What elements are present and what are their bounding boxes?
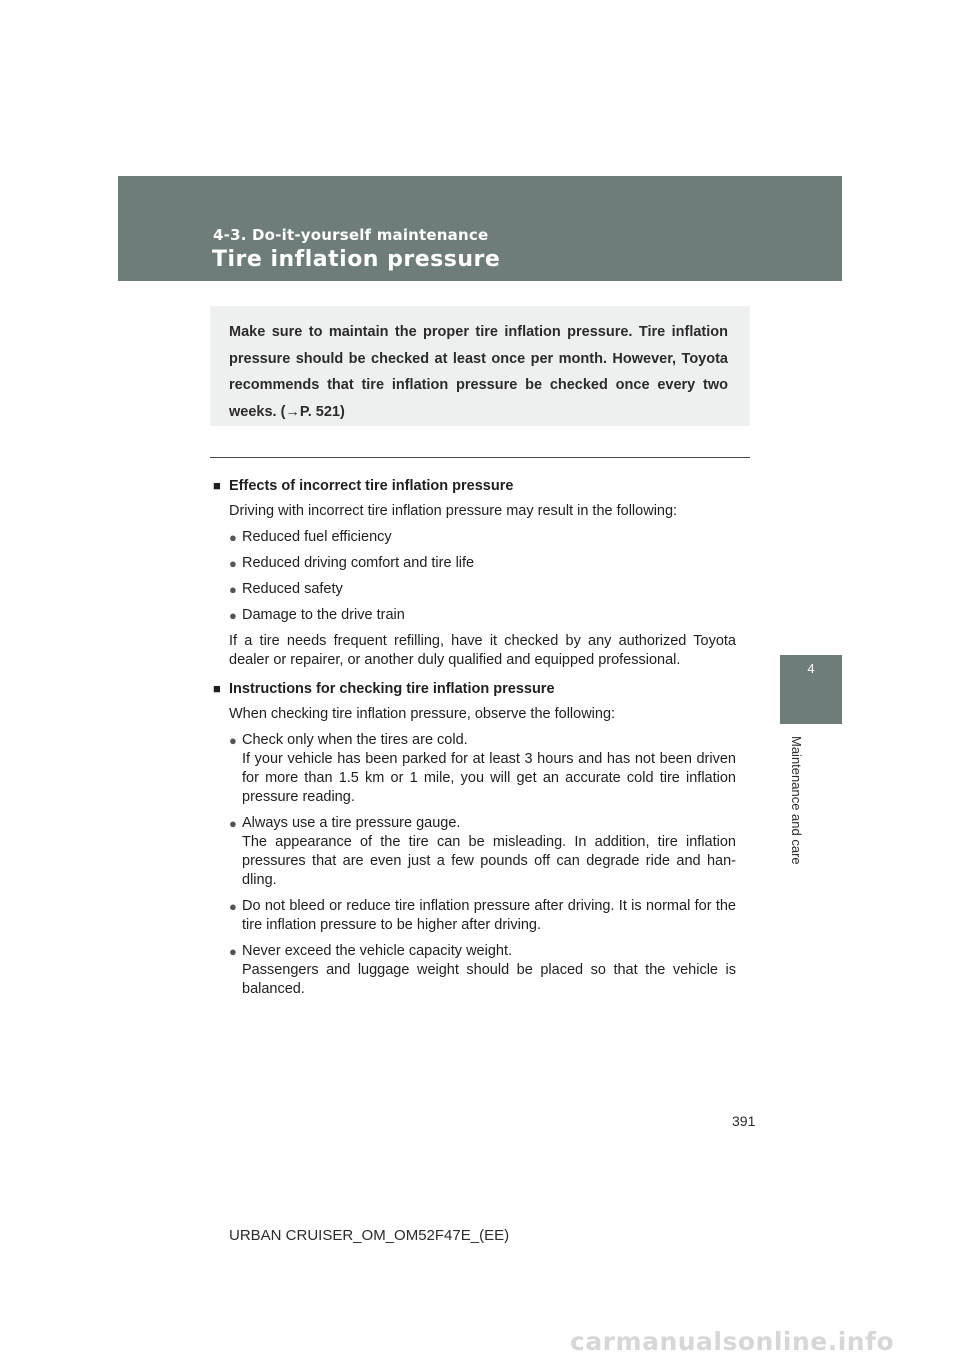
watermark: carmanualsonline.info <box>570 1327 895 1356</box>
list-item-text <box>242 731 736 807</box>
chapter-number: 4 <box>807 661 815 676</box>
subheading-text: Effects of incorrect tire inflation pressure <box>229 478 514 494</box>
circle-bullet-icon: ● <box>229 816 237 831</box>
closing-paragraph: If a tire needs frequent refilling, have it checked by any authorized Toyota dealer or repairer, or another duly qualified and equipped professional. <box>229 633 736 668</box>
circle-bullet-icon: ● <box>229 944 237 959</box>
list-item <box>229 580 736 599</box>
lead-paragraph: When checking tire inflation pressure, observe the following: <box>229 706 616 722</box>
circle-bullet-icon: ● <box>229 899 237 914</box>
subheading-effects <box>213 476 736 496</box>
content-body <box>213 476 736 999</box>
list-item-text: Reduced fuel efficiency <box>242 529 392 545</box>
circle-bullet-icon: ● <box>229 556 237 571</box>
intro-box <box>210 306 750 426</box>
page-title: Tire inflation pressure <box>212 247 501 272</box>
list-item <box>229 554 736 573</box>
list-item-title: Do not bleed or reduce tire inflation pressure after driving. It is normal for the tire inflation pressure to be higher after driving. <box>242 898 736 933</box>
list-item-detail: The appearance of the tire can be misleading. In addition, tire inflation pressures that are even just a few pounds off can degrade ride and han-dling. <box>242 834 736 888</box>
circle-bullet-icon: ● <box>229 530 237 545</box>
list-item-title: Check only when the tires are cold. <box>242 732 468 748</box>
list-item <box>229 606 736 625</box>
chapter-label: Maintenance and care <box>789 736 804 865</box>
circle-bullet-icon: ● <box>229 582 237 597</box>
intro-text: Make sure to maintain the proper tire inflation pressure. Tire inflation pressure should be checked at least once per month. However, Toyota recommends that tire inflation pressure be checked once every two weeks. (→P. 521) <box>229 324 728 420</box>
list-item <box>229 897 736 935</box>
list-item-title: Never exceed the vehicle capacity weight. <box>242 943 513 959</box>
square-bullet-icon: ■ <box>213 681 221 696</box>
page-number: 391 <box>732 1113 756 1129</box>
section-label: 4-3. Do-it-yourself maintenance <box>213 226 489 244</box>
list-item-text <box>242 942 736 999</box>
list-item-text: Reduced driving comfort and tire life <box>242 555 475 571</box>
footer-code: URBAN CRUISER_OM_OM52F47E_(EE) <box>229 1227 510 1244</box>
list-item <box>229 528 736 547</box>
subheading-text: Instructions for checking tire inflation pressure <box>229 681 555 697</box>
list-item-text <box>242 897 736 935</box>
list-item <box>229 814 736 890</box>
list-item <box>229 942 736 999</box>
list-item-detail: Passengers and luggage weight should be placed so that the vehicle is balanced. <box>242 962 736 997</box>
list-item-text <box>242 814 736 890</box>
lead-paragraph: Driving with incorrect tire inflation pressure may result in the following: <box>229 503 678 519</box>
divider <box>210 457 750 458</box>
circle-bullet-icon: ● <box>229 733 237 748</box>
subheading-instructions <box>213 679 736 699</box>
list-item-title: Always use a tire pressure gauge. <box>242 815 461 831</box>
square-bullet-icon: ■ <box>213 478 221 493</box>
list-item <box>229 731 736 807</box>
circle-bullet-icon: ● <box>229 608 237 623</box>
list-item-detail: If your vehicle has been parked for at least 3 hours and has not been driven for more than 1.5 km or 1 mile, you will get an accurate cold tire inflation pressure reading. <box>242 751 736 805</box>
list-item-text: Reduced safety <box>242 581 343 597</box>
list-item-text: Damage to the drive train <box>242 607 405 623</box>
